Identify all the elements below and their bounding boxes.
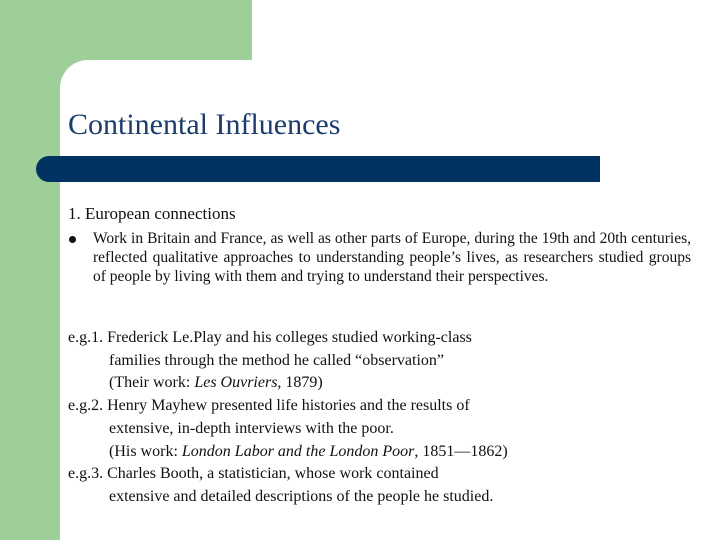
example-3-line-2: extensive and detailed descriptions of the people he studied.	[109, 487, 494, 505]
example-1-line-1: e.g.1. Frederick Le.Play and his colleges studied working-class	[68, 329, 472, 346]
bullet-icon	[69, 236, 76, 243]
section-heading: 1. European connections	[68, 204, 236, 223]
example-2-work-suffix: , 1851—1862)	[414, 442, 508, 460]
example-1-work-prefix: (Their work:	[109, 374, 195, 392]
example-1-work	[68, 372, 688, 395]
background-green-strip	[0, 0, 60, 540]
title-underline-bar	[36, 156, 600, 182]
example-2-work	[68, 441, 688, 464]
example-3-line-1: e.g.3. Charles Booth, a statistician, whose work contained	[68, 465, 439, 483]
example-1-work-title: Les Ouvriers	[194, 374, 278, 392]
example-1-line-2: families through the method he called “observation”	[109, 351, 444, 369]
example-2-line-1: e.g.2. Henry Mayhew presented life histories and the results of	[68, 397, 470, 415]
slide-title: Continental Influences	[68, 108, 341, 141]
example-1-work-suffix: , 1879)	[277, 374, 323, 392]
example-2-work-prefix: (His work:	[109, 442, 182, 460]
examples-block	[68, 327, 688, 509]
example-2-work-title: London Labor and the London Poor	[181, 442, 415, 460]
example-2-line-2: extensive, in-depth interviews with the poor.	[109, 419, 394, 437]
bullet-text: Work in Britain and France, as well as other parts of Europe, during the 19th and 20th centuries, reflected qualitative approaches to understanding people’s lives, as researchers studied groups of people by living with them and trying to understand their perspectives.	[93, 230, 691, 285]
